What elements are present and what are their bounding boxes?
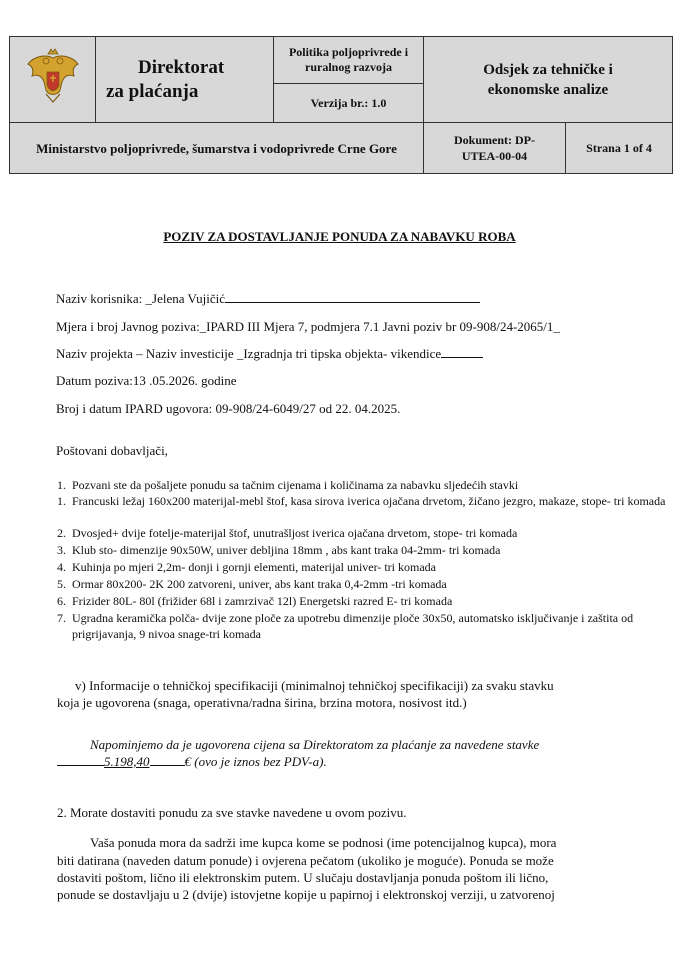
amount-underline-right xyxy=(150,754,185,766)
list-item xyxy=(57,576,679,592)
document-code: Dokument: DP-UTEA-00-04 xyxy=(454,133,535,163)
item-text: Dvosjed+ dvije fotelje-materijal štof, unutrašljost iverica ojačana drvetom, stope- tri komada xyxy=(72,526,518,540)
list-item xyxy=(57,525,679,541)
coat-of-arms-logo xyxy=(10,37,96,123)
item-number: 3. xyxy=(57,543,66,557)
body-line: biti datirana (naveden datum ponude) i ovjerena pečatom (ukoliko je moguće). Ponuda se može xyxy=(57,853,554,868)
ministry-cell xyxy=(10,123,424,174)
note-line-1: Napominjemo da je ugovorena cijena sa Direktoratom za plaćanje za navedene stavke xyxy=(90,737,540,752)
intro-number: 1. xyxy=(57,478,66,492)
list-item xyxy=(57,542,679,558)
page-title: POZIV ZA DOSTAVLJANJE PONUDA ZA NABAVKU ROBA xyxy=(163,229,516,244)
item-number: 6. xyxy=(57,594,66,608)
body-line: dostaviti poštom, lično ili elektronskim putem. U slučaju dostavljanja ponuda poštom ili lično, xyxy=(57,870,549,885)
version-cell xyxy=(274,84,424,123)
list-item xyxy=(57,493,679,525)
intro-text: Pozvani ste da pošaljete ponudu sa tačnim cijenama i količinama za nabavku sljedećih stavki xyxy=(72,478,519,492)
item-number: 5. xyxy=(57,577,66,591)
directorate-line-1: Direktorat xyxy=(138,56,225,78)
user-field xyxy=(56,291,480,307)
note-line-2 xyxy=(57,753,327,771)
info-line-1: v) Informacije o tehničkoj specifikaciji (minimalnoj tehničkoj specifikaciji) za svaku stavku xyxy=(75,678,554,693)
version-text: Verzija br.: 1.0 xyxy=(310,95,387,110)
note-amount: 5.198,40 xyxy=(104,754,150,769)
item-number: 2. xyxy=(57,526,66,540)
document-cell xyxy=(424,123,566,174)
policy-text: Politika poljoprivrede i ruralnog razvoja xyxy=(288,45,409,74)
project-text: Naziv projekta – Naziv investicije _Izgradnja tri tipska objekta- vikendice xyxy=(56,346,442,361)
user-underline xyxy=(225,291,480,303)
body-line: ponude se dostavljaju u 2 (dvije) istovjetne kopije u papirnoj i elektronskoj verziji, u zatvorenoj xyxy=(57,887,555,902)
project-underline xyxy=(441,346,483,358)
ministry-text: Ministarstvo poljoprivrede, šumarstva i vodoprivrede Crne Gore xyxy=(36,140,397,156)
policy-cell xyxy=(274,37,424,84)
call-field: Mjera i broj Javnog poziva:_IPARD III Mjera 7, podmjera 7.1 Javni poziv br 09-908/24-2065/1_ xyxy=(56,319,560,334)
page-number-cell xyxy=(566,123,673,174)
amount-underline-left xyxy=(57,754,104,766)
list-item xyxy=(57,610,679,642)
note-tail: € (ovo je iznos bez PDV-a). xyxy=(184,754,327,769)
section-2-heading: 2. Morate dostaviti ponudu za sve stavke navedene u ovom pozivu. xyxy=(57,805,407,820)
item-text: Ormar 80x200- 2K 200 zatvoreni, univer, abs kant traka 0,4-2mm -tri komada xyxy=(72,577,447,591)
date-field: Datum poziva:13 .05.2026. godine xyxy=(56,373,237,388)
department-text: Odsjek za tehničke i ekonomske analize xyxy=(483,61,613,98)
info-line-2: koja je ugovorena (snaga, operativna/radna širina, brzina motora, nosivost itd.) xyxy=(57,695,467,710)
directorate-line-2: za plaćanja xyxy=(106,80,199,102)
list-item xyxy=(57,593,679,609)
page-number: Strana 1 of 4 xyxy=(586,140,652,155)
directorate-name xyxy=(96,37,274,123)
department-cell xyxy=(424,37,673,123)
item-text: Francuski ležaj 160x200 materijal-mebl štof, kasa sirova iverica ojačana drvetom, žičano jezgro, makaze, stope- tri komada xyxy=(72,494,666,508)
document-header-table xyxy=(9,36,673,174)
user-label: Naziv korisnika: _ xyxy=(56,291,153,306)
item-number: 4. xyxy=(57,560,66,574)
item-text: Ugradna keramička polča- dvije zone ploče za upotrebu dimenzije ploče 30x50, automatsko isključivanje i zaštita od prigrijavanja, 9 nivoa snage-tri komada xyxy=(72,611,634,641)
item-number: 7. xyxy=(57,611,66,625)
contract-field: Broj i datum IPARD ugovora: 09-908/24-6049/27 od 22. 04.2025. xyxy=(56,401,401,416)
montenegro-eagle-icon xyxy=(24,46,82,108)
item-text: Kuhinja po mjeri 2,2m- donji i gornji elementi, materijal univer- tri komada xyxy=(72,560,437,574)
item-text: Klub sto- dimenzije 90x50W, univer debljina 18mm , abs kant traka 04-2mm- tri komada xyxy=(72,543,501,557)
intro-item xyxy=(57,477,679,493)
item-text: Frizider 80L- 80l (frižider 68l i zamrzivač 12l) Energetski razred E- tri komada xyxy=(72,594,453,608)
user-value: Jelena Vujičić xyxy=(152,291,226,306)
body-line: Vaša ponuda mora da sadrži ime kupca kome se podnosi (ime potencijalnog kupca), mora xyxy=(90,835,557,850)
item-number: 1. xyxy=(57,494,66,508)
project-field xyxy=(56,346,483,362)
list-item xyxy=(57,559,679,575)
greeting: Poštovani dobavljači, xyxy=(56,443,168,458)
